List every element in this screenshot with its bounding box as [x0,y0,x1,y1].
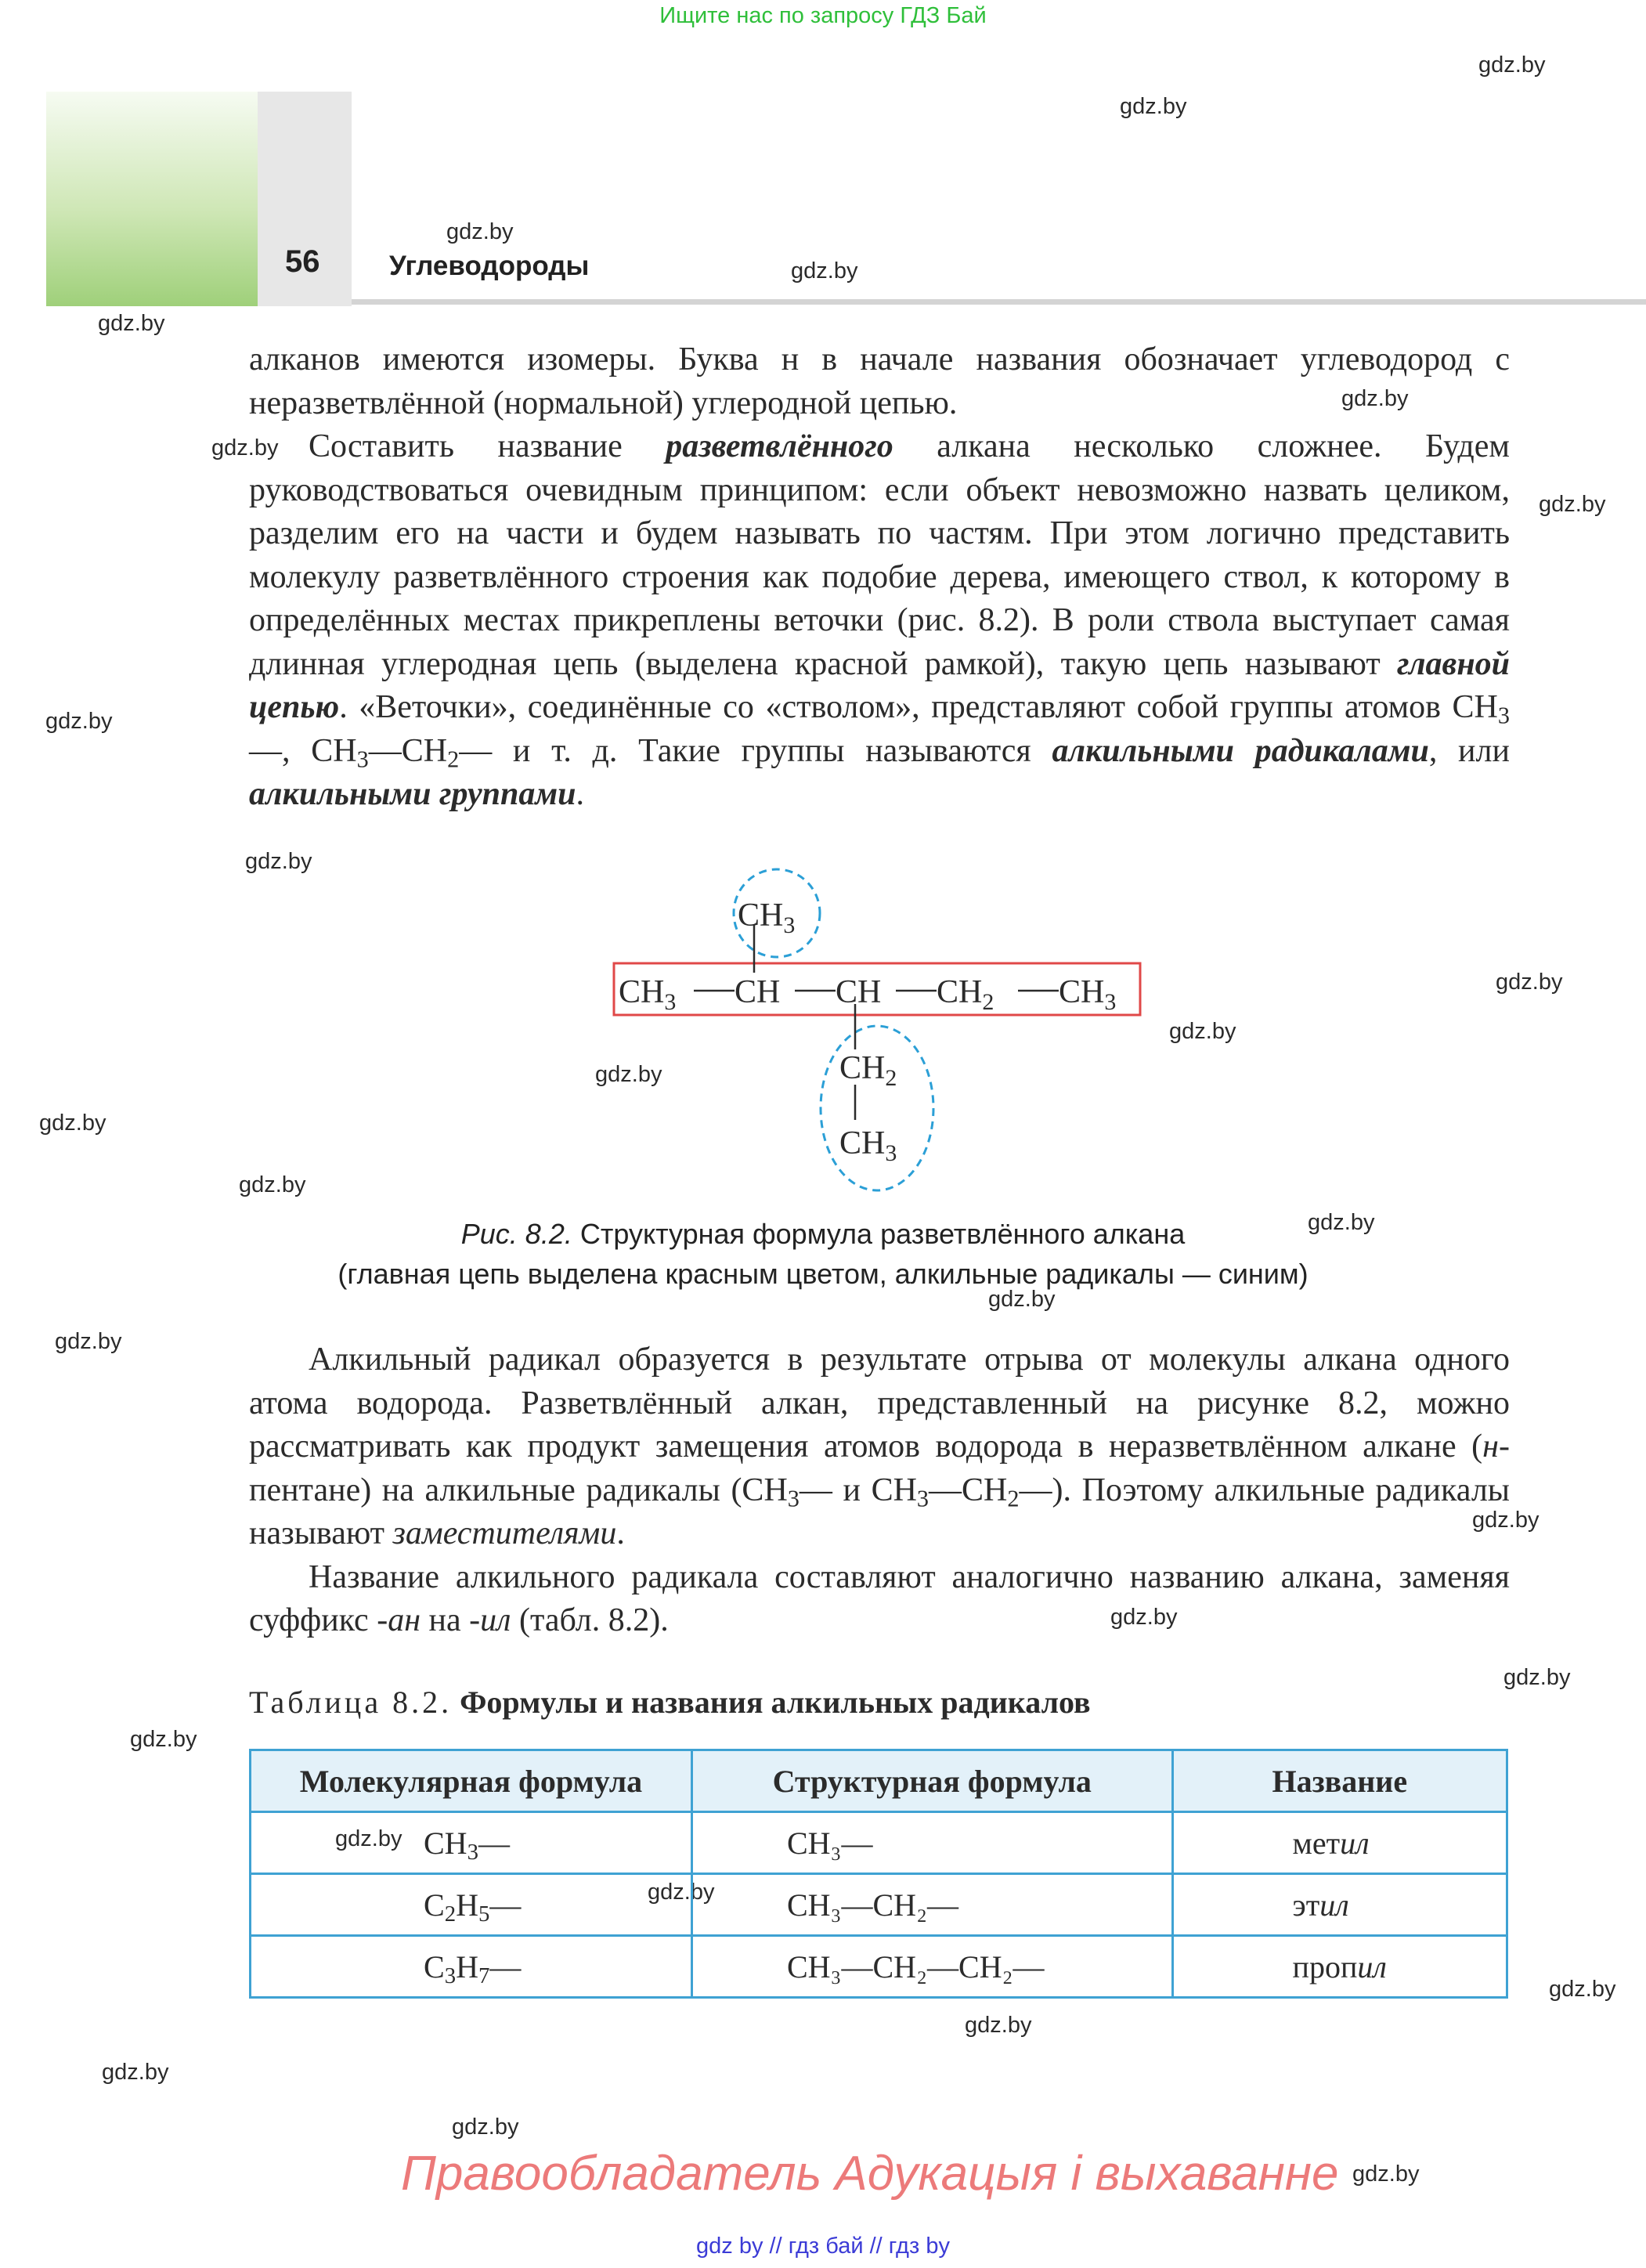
text-run: Составить название [309,428,666,464]
top-branch-atom: $CH_3$ [738,897,796,938]
watermark: gdz.by [595,1062,662,1087]
caption-line-2: (главная цепь выделена красным цветом, алкильные радикалы — синим) [338,1258,1308,1290]
chain-atom-1: $CH_3$ [619,974,677,1015]
structural-formula-cell: CH₃—CH₂— [691,1874,1172,1936]
watermark: gdz.by [55,1329,122,1354]
watermark: gdz.by [245,849,312,874]
watermark: gdz.by [1503,1665,1571,1690]
molecular-formula-cell: $C_2H_5—$ [251,1874,692,1936]
watermark: gdz.by [1169,1019,1236,1044]
watermark: gdz.by [1478,52,1546,78]
watermark: gdz.by [1308,1210,1375,1235]
subscript: 3 [916,1485,929,1512]
figure-caption [0,1214,1646,1294]
watermark: gdz.by [1341,386,1409,411]
paragraph-3 [249,1338,1510,1556]
watermark: gdz.by [965,2013,1032,2038]
chain-atom-5: $CH_3$ [1059,974,1117,1015]
table-row [251,1812,1507,1874]
text-run: — и т. д. Такие группы называются [459,732,1052,769]
watermark: gdz.by [791,258,858,284]
table-title-text: Формулы и названия алкильных радикалов [452,1685,1091,1720]
suffix-an: -ан [377,1602,421,1638]
watermark: gdz.by [1110,1605,1178,1630]
watermark: gdz.by [1539,492,1606,517]
text-run: Название алкильного радикала составляют аналогично названию алкана, заменяя суффикс [249,1558,1510,1638]
watermark: gdz.by [988,1287,1056,1312]
term-main-chain: главной цепью [249,645,1510,725]
subscript: 3 [1497,702,1510,729]
radicals-table [249,1749,1508,1999]
name-cell: этил [1172,1874,1507,1936]
watermark: gdz.by [45,709,113,734]
watermark: gdz.by [239,1172,306,1197]
structural-formula-cell: CH₃—CH₂—CH₂— [691,1936,1172,1998]
suffix-il: -ил [469,1602,511,1638]
text-run: на [421,1602,470,1638]
text-run: -пентане) на алкильные радикалы (CH [249,1428,1510,1508]
name-cell: метил [1172,1812,1507,1874]
subscript: 2 [447,746,460,773]
table-header-row [251,1750,1507,1812]
text-run: (табл. 8.2). [511,1602,669,1638]
footer-links[interactable]: gdz by // гдз бай // гдз by [696,2234,950,2259]
term-alkyl-groups: алкильными группами [249,776,576,812]
text-run: — и CH [799,1472,917,1508]
text-run: алкана несколько сложнее. Будем руководствоваться очевидным принципом: если объект невозможно назвать целиком, разделим его на части и будем называть по частям. При этом логично представить молекулу разветвлённого строения как подобие дерева, имеющего ствол, к которому в определённых местах прикреплены веточки (рис. 8.2). В роли ствола выступает самая длинная углеродная цепь (выделена красной рамкой), такую цепь называют [249,428,1510,682]
subscript: 3 [787,1485,800,1512]
text-italic: н [1482,1428,1499,1464]
header-rule [352,299,1646,305]
page-number: 56 [285,244,320,279]
text-block-1 [249,338,1510,817]
caption-line-1 [0,1214,1646,1254]
text-run: . [576,776,584,812]
text-run: —). Поэтому алкильные радикалы называют [249,1472,1510,1551]
watermark: gdz.by [335,1826,402,1851]
text-run: . [616,1515,625,1551]
bottom-branch-atom-1: $CH_2$ [839,1050,897,1091]
paragraph-4 [249,1556,1510,1643]
table-row [251,1936,1507,1998]
watermark: gdz.by [1549,1977,1616,2002]
subscript: 3 [356,746,369,773]
paragraph-1: алканов имеются изомеры. Буква н в начале названия обозначает углеводород с неразветвлённой (нормальной) углеродной цепью. [249,341,1510,421]
table-header: Молекулярная формула [251,1750,692,1812]
header-green-block [46,92,258,306]
bottom-branch-atom-2: $CH_3$ [839,1125,897,1166]
molecular-formula-cell: $C_3H_7—$ [251,1936,692,1998]
chain-atom-2: CH [735,974,781,1010]
watermark: gdz.by [98,311,165,336]
watermark: gdz.by [648,1880,715,1905]
structural-formula [603,861,1151,1198]
term-substituents: заместителями [392,1515,617,1551]
watermark: gdz.by [1352,2161,1420,2187]
text-run: Алкильный радикал образуется в результате отрыва от молекулы алкана одного атома водорода. Разветвлённый алкан, представленный на рисунке 8.2, можно рассматривать как продукт замещения атомов водорода в неразветвлённом алкане ( [249,1342,1510,1464]
watermark: gdz.by [452,2115,519,2140]
watermark: gdz.by [1496,970,1563,995]
table-header: Структурная формула [691,1750,1172,1812]
text-run: —CH [929,1472,1008,1508]
watermark: gdz.by [102,2060,169,2085]
subscript: 2 [1007,1485,1020,1512]
text-run: , или [1428,732,1510,769]
top-banner[interactable]: Ищите нас по запросу ГДЗ Бай [659,3,987,28]
watermark: gdz.by [1472,1508,1540,1533]
table-title [249,1684,1091,1721]
watermark: gdz.by [39,1111,106,1136]
copyright-owner: Правообладатель Адукацыя і выхаванне [401,2147,1339,2201]
chain-atom-3: CH [836,974,882,1010]
watermark: gdz.by [211,435,279,460]
name-cell: пропил [1172,1936,1507,1998]
table-header: Название [1172,1750,1507,1812]
structural-formula-cell: CH₃— [691,1812,1172,1874]
text-run: —, CH [249,732,357,769]
watermark: gdz.by [130,1727,197,1752]
section-title: Углеводороды [389,251,590,281]
text-run: . «Веточки», соединённые со «стволом», представляют собой группы атомов CH [339,689,1498,725]
term-branched: разветвлённого [666,428,893,464]
term-alkyl-radicals: алкильными радикалами [1052,732,1429,769]
caption-label: Рис. 8.2. [460,1218,572,1250]
caption-text: Структурная формула разветвлённого алкана [572,1218,1186,1250]
table-row [251,1874,1507,1936]
watermark: gdz.by [1120,94,1187,119]
table-label: Таблица 8.2. [249,1685,453,1720]
paragraph-2 [249,425,1510,817]
chain-atom-4: $CH_2$ [937,974,994,1015]
text-run: —CH [368,732,448,769]
molecular-formula-cell: $CH_3—$ [251,1812,692,1874]
text-block-2 [249,1338,1510,1643]
watermark: gdz.by [446,219,514,244]
